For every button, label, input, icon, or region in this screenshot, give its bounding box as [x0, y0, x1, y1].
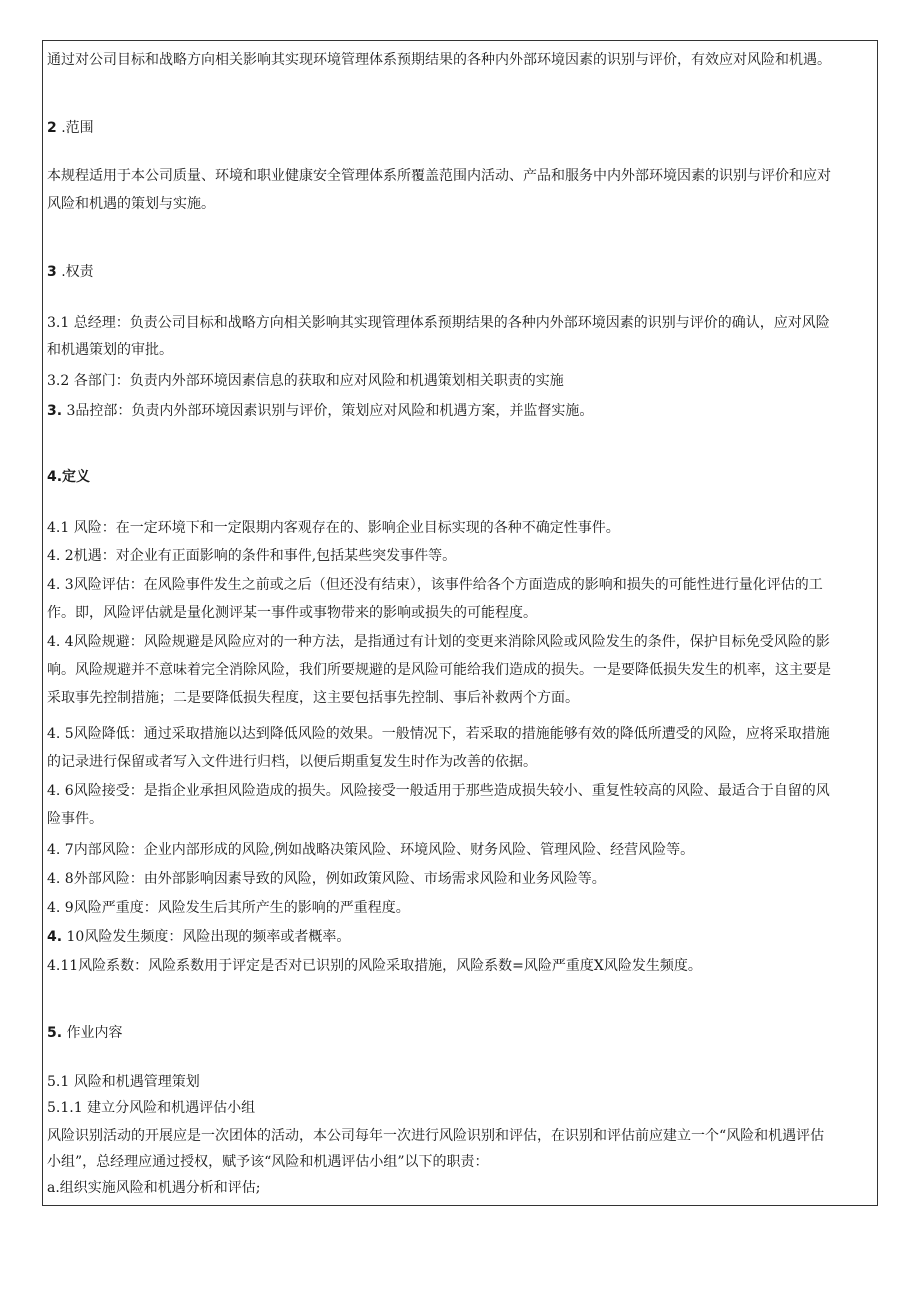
definition-4-10-text: 10风险发生频度：风险出现的频率或者概率。: [62, 929, 351, 945]
definition-4-1: 4.1 风险：在一定环境下和一定限期内客观存在的、影响企业目标实现的各种不确定性事件。: [47, 520, 620, 536]
section-5-number: 5.: [47, 1025, 63, 1041]
item-3-2: 3.2 各部门：负责内外部环境因素信息的获取和应对风险和机遇策划相关职责的实施: [47, 373, 564, 389]
section-3-title: .权责: [56, 264, 94, 280]
definition-4-9: 4. 9风险严重度：风险发生后其所产生的影响的严重程度。: [47, 900, 410, 916]
section-3-heading: [47, 262, 94, 282]
scope-line-1: 本规程适用于本公司质量、环境和职业健康安全管理体系所覆盖范围内活动、产品和服务中内外部环境因素的识别与评价和应对: [47, 168, 831, 184]
definition-4-8: 4. 8外部风险：由外部影响因素导致的风险，例如政策风险、市场需求风险和业务风险等。: [47, 871, 606, 887]
document-frame: [42, 40, 878, 1206]
section-3-number: 3: [47, 264, 57, 280]
section-2-heading: [47, 118, 94, 138]
section-4-heading: 4.定义: [47, 469, 91, 485]
scope-line-2: 风险和机遇的策划与实施。: [47, 196, 215, 212]
item-3-3: [47, 401, 593, 421]
definition-4-3-line-2: 作。即，风险评估就是量化测评某一事件或事物带来的影响或损失的可能程度。: [47, 605, 537, 621]
definition-4-10: [47, 927, 350, 947]
section-5-title: 作业内容: [62, 1025, 123, 1041]
definition-4-6-line-1: 4. 6风险接受：是指企业承担风险造成的损失。风险接受一般适用于那些造成损失较小、重复性较高的风险、最适合于自留的风: [47, 783, 830, 799]
paragraph-5-line-1: 风险识别活动的开展应是一次团体的活动，本公司每年一次进行风险识别和评估，在识别和评估前应建立一个“风险和机遇评估: [47, 1128, 825, 1144]
definition-4-10-number: 4.: [47, 929, 63, 945]
item-3-1-line-1: 3.1 总经理：负责公司目标和战略方向相关影响其实现管理体系预期结果的各种内外部环境因素的识别与评价的确认，应对风险: [47, 315, 830, 331]
definition-4-5-line-1: 4. 5风险降低：通过采取措施以达到降低风险的效果。一般情况下，若采取的措施能够有效的降低所遭受的风险，应将采取措施: [47, 726, 830, 742]
definition-4-7: 4. 7内部风险：企业内部形成的风险,例如战略决策风险、环境风险、财务风险、管理风险、经营风险等。: [47, 842, 695, 858]
item-3-1-line-2: 和机遇策划的审批。: [47, 342, 173, 358]
definition-4-4-line-1: 4. 4风险规避：风险规避是风险应对的一种方法，是指通过有计划的变更来消除风险或风险发生的条件，保护目标免受风险的影: [47, 634, 830, 650]
definition-4-4-line-3: 采取事先控制措施；二是要降低损失程度，这主要包括事先控制、事后补救两个方面。: [47, 690, 579, 706]
paragraph-5-line-2: 小组”，总经理应通过授权，赋予该“风险和机遇评估小组”以下的职责：: [47, 1154, 489, 1170]
definition-4-6-line-2: 险事件。: [47, 811, 103, 827]
section-2-title: .范围: [56, 120, 94, 136]
item-5-1-1: 5.1.1 建立分风险和机遇评估小组: [47, 1100, 256, 1116]
section-2-number: 2: [47, 120, 57, 136]
item-3-3-text: 3品控部：负责内外部环境因素识别与评价，策划应对风险和机遇方案，并监督实施。: [62, 403, 594, 419]
definition-4-5-line-2: 的记录进行保留或者写入文件进行归档，以便后期重复发生时作为改善的依据。: [47, 754, 537, 770]
definition-4-2: 4. 2机遇：对企业有正面影响的条件和事件,包括某些突发事件等。: [47, 548, 457, 564]
definition-4-4-line-2: 响。风险规避并不意味着完全消除风险，我们所要规避的是风险可能给我们造成的损失。一是要降低损失发生的机率，这主要是: [47, 662, 831, 678]
item-3-3-number: 3.: [47, 403, 63, 419]
section-5-heading: [47, 1023, 123, 1043]
item-5-1: 5.1 风险和机遇管理策划: [47, 1074, 200, 1090]
intro-paragraph: 通过对公司目标和战略方向相关影响其实现环境管理体系预期结果的各种内外部环境因素的识别与评价，有效应对风险和机遇。: [47, 52, 831, 68]
definition-4-3-line-1: 4. 3风险评估：在风险事件发生之前或之后（但还没有结束），该事件给各个方面造成的影响和损失的可能性进行量化评估的工: [47, 577, 823, 593]
definition-4-11: 4.11风险系数：风险系数用于评定是否对已识别的风险采取措施，风险系数=风险严重度X风险发生频度。: [47, 958, 702, 974]
duty-item-a: a.组织实施风险和机遇分析和评估;: [47, 1180, 261, 1196]
